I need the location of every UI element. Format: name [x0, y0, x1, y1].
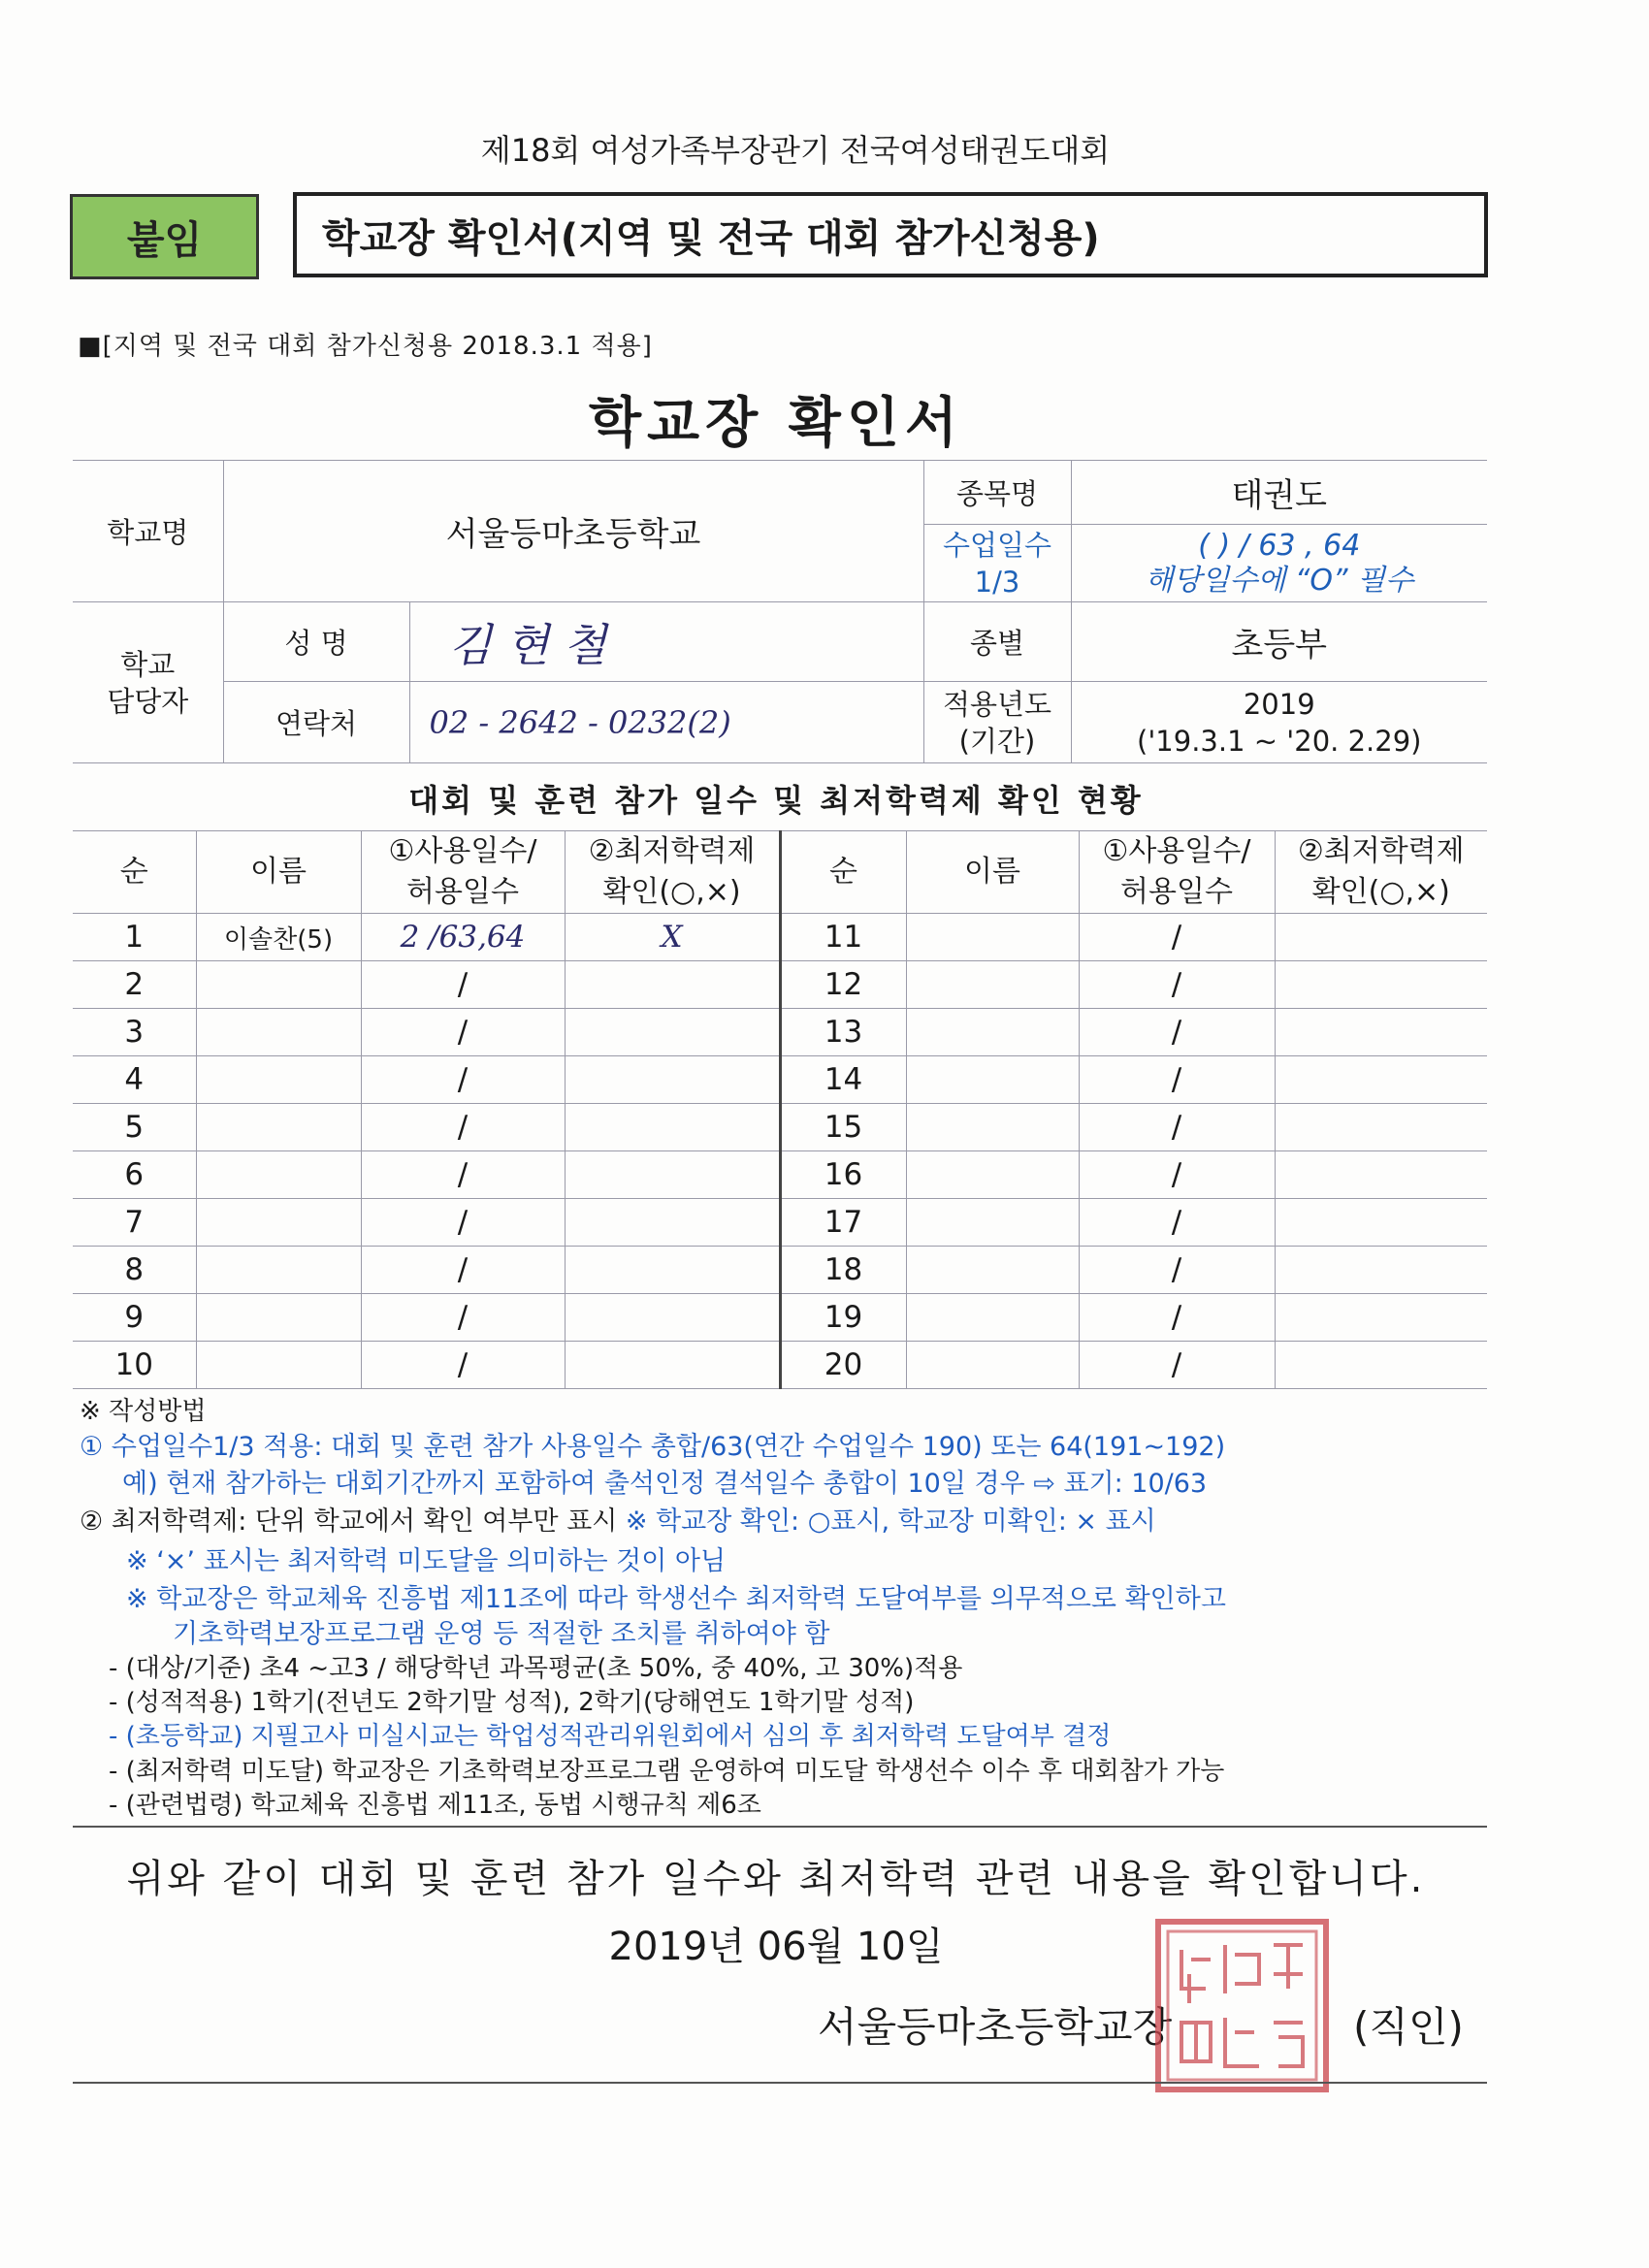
seal-label: (직인): [1353, 2003, 1464, 2051]
method-line-9: - (초등학교) 지필고사 미실시교는 학업성적관리위원회에서 심의 후 최저학력 도달여부 결정: [109, 1722, 1112, 1751]
row-days: /: [361, 1247, 565, 1294]
class-days-label-line2: 1/3: [974, 565, 1020, 599]
row-days-2: /: [1079, 1199, 1275, 1247]
row-no: 7: [73, 1199, 196, 1247]
row-no: 9: [73, 1294, 196, 1342]
row-check-2: [1275, 1056, 1487, 1104]
row-check: [565, 1056, 780, 1104]
row-check-2: [1275, 961, 1487, 1009]
table-row: [73, 961, 1487, 1009]
row-no: 5: [73, 1104, 196, 1151]
table-row: [73, 1199, 1487, 1247]
row-days-2: /: [1079, 1056, 1275, 1104]
notice-text: ■[지역 및 전국 대회 참가신청용 2018.3.1 적용]: [78, 332, 653, 361]
header-min: [565, 831, 780, 914]
row-days-2: /: [1079, 1342, 1275, 1389]
confirm-text: 위와 같이 대회 및 훈련 참가 일수와 최저학력 관련 내용을 확인합니다.: [126, 1857, 1426, 1901]
class-days-value: ( ) / 63 , 64: [1198, 528, 1361, 563]
row-name-2: [906, 1342, 1079, 1389]
class-days-value-cell: [1071, 525, 1487, 602]
header-title: 학교장 확인서(지역 및 전국 대회 참가신청용): [293, 192, 1488, 277]
row-name-2: [906, 1056, 1079, 1104]
row-check: [565, 1151, 780, 1199]
row-name-2: [906, 1009, 1079, 1056]
header-min-2: [1275, 831, 1487, 914]
row-no-2: 18: [780, 1247, 906, 1294]
row-check: [565, 1294, 780, 1342]
school-seal-stamp: [1152, 1916, 1332, 2095]
row-check: [565, 1104, 780, 1151]
participants-table: [73, 830, 1487, 1389]
row-check-2: [1275, 1199, 1487, 1247]
name-value: 김 현 철: [409, 602, 923, 682]
table-row: [73, 1104, 1487, 1151]
row-name: [196, 1294, 361, 1342]
contact-person-label: [73, 602, 223, 763]
name-label: 성 명: [223, 602, 409, 682]
applied-year-label-line1: 적용년도: [942, 687, 1052, 721]
method-line-3a: ② 최저학력제: 단위 학교에서 확인 여부만 표시: [80, 1507, 626, 1537]
row-no-2: 11: [780, 914, 906, 961]
row-name: [196, 1104, 361, 1151]
row-check: [565, 1247, 780, 1294]
table-row: [73, 1247, 1487, 1294]
row-name: [196, 1247, 361, 1294]
row-no: 1: [73, 914, 196, 961]
row-no: 3: [73, 1009, 196, 1056]
division-label: 종별: [923, 602, 1071, 682]
applied-year-value: 2019: [1243, 687, 1315, 721]
school-label: 학교명: [73, 461, 223, 602]
row-no: 6: [73, 1151, 196, 1199]
row-check-2: [1275, 1247, 1487, 1294]
table-row: [73, 1151, 1487, 1199]
phone-label: 연락처: [223, 682, 409, 763]
table-row: [73, 1294, 1487, 1342]
row-days: 2 /63,64: [361, 914, 565, 961]
applied-period: ('19.3.1 ~ '20. 2.29): [1137, 724, 1422, 758]
row-name-2: [906, 1294, 1079, 1342]
row-name: [196, 1009, 361, 1056]
row-no: 8: [73, 1247, 196, 1294]
table-row: [73, 1342, 1487, 1389]
row-days: /: [361, 1199, 565, 1247]
row-name-2: [906, 1104, 1079, 1151]
attachment-badge: 붙임: [70, 194, 259, 279]
method-line-4: ※ ‘×’ 표시는 최저학력 미도달을 의미하는 것이 아님: [126, 1546, 727, 1576]
header-no: 순: [73, 831, 196, 914]
row-check: [565, 1009, 780, 1056]
class-days-note: 해당일수에 “O” 필수: [1145, 563, 1414, 598]
confirm-date: 2019년 06월 10일: [608, 1925, 944, 1969]
row-days: /: [361, 1151, 565, 1199]
row-days: /: [361, 1342, 565, 1389]
header-min-line1: ②최저학력제: [588, 834, 756, 868]
class-days-label: [923, 525, 1071, 602]
row-name: [196, 1342, 361, 1389]
row-name-2: [906, 961, 1079, 1009]
row-no-2: 13: [780, 1009, 906, 1056]
row-check-2: [1275, 1342, 1487, 1389]
divider-top: [73, 1826, 1487, 1828]
row-check: [565, 1342, 780, 1389]
row-check-2: [1275, 1294, 1487, 1342]
table-row: [73, 1056, 1487, 1104]
class-days-label-line1: 수업일수: [942, 528, 1052, 562]
row-no: 4: [73, 1056, 196, 1104]
section-title: 대회 및 훈련 참가 일수 및 최저학력제 확인 현황: [408, 782, 1144, 819]
row-name-2: [906, 1247, 1079, 1294]
row-days-2: /: [1079, 914, 1275, 961]
division-value: 초등부: [1071, 602, 1487, 682]
divider-bottom: [73, 2082, 1487, 2084]
event-value: 태권도: [1071, 461, 1487, 525]
row-name-2: [906, 914, 1079, 961]
row-days-2: /: [1079, 1247, 1275, 1294]
contact-person-label-line1: 학교: [120, 647, 176, 681]
row-days: /: [361, 1104, 565, 1151]
row-name-2: [906, 1199, 1079, 1247]
header-days-2: [1079, 831, 1275, 914]
applied-year-label-line2: (기간): [958, 724, 1036, 758]
row-check: X: [565, 914, 780, 961]
row-no-2: 16: [780, 1151, 906, 1199]
method-line-3: [80, 1505, 1156, 1539]
method-title: ※ 작성방법: [80, 1397, 207, 1426]
row-name: [196, 961, 361, 1009]
row-days-2: /: [1079, 1294, 1275, 1342]
header-name: 이름: [196, 831, 361, 914]
header-no-2: 순: [780, 831, 906, 914]
row-days: /: [361, 961, 565, 1009]
applied-year-cell: [1071, 682, 1487, 763]
row-no-2: 14: [780, 1056, 906, 1104]
method-line-6: 기초학력보장프로그램 운영 등 적절한 조치를 취하여야 함: [173, 1619, 830, 1649]
row-check-2: [1275, 1151, 1487, 1199]
row-name: [196, 1151, 361, 1199]
header-days-line1: ①사용일수/: [388, 834, 537, 868]
row-no-2: 20: [780, 1342, 906, 1389]
applied-year-label: [923, 682, 1071, 763]
method-line-8: - (성적적용) 1학기(전년도 2학기말 성적), 2학기(당해연도 1학기말 성적): [109, 1688, 915, 1717]
row-no-2: 12: [780, 961, 906, 1009]
header-days-line2: 허용일수: [406, 875, 519, 909]
row-name: 이솔찬(5): [196, 914, 361, 961]
header-min-2-line2: 확인(○,×): [1311, 875, 1450, 909]
header-min-2-line1: ②최저학력제: [1297, 834, 1465, 868]
header-days-2-line2: 허용일수: [1120, 875, 1233, 909]
row-days-2: /: [1079, 1009, 1275, 1056]
table-row: [73, 1009, 1487, 1056]
row-name: [196, 1199, 361, 1247]
row-days: /: [361, 1009, 565, 1056]
document-title: 학교장 확인서: [588, 392, 964, 455]
principal-name: 서울등마초등학교장: [818, 2003, 1173, 2051]
contact-person-label-line2: 담당자: [107, 684, 189, 718]
school-value: 서울등마초등학교: [223, 461, 923, 602]
row-name: [196, 1056, 361, 1104]
table-header-row: [73, 831, 1487, 914]
event-title: 제18회 여성가족부장관기 전국여성태권도대회: [480, 132, 1111, 169]
phone-value: 02 - 2642 - 0232(2): [409, 682, 923, 763]
method-line-11: - (관련법령) 학교체육 진흥법 제11조, 동법 시행규칙 제6조: [109, 1791, 761, 1820]
method-line-3b: ※ 학교장 확인: ○표시, 학교장 미확인: × 표시: [625, 1507, 1156, 1537]
header-name-2: 이름: [906, 831, 1079, 914]
row-check: [565, 961, 780, 1009]
row-check-2: [1275, 1104, 1487, 1151]
row-days-2: /: [1079, 961, 1275, 1009]
method-line-2: 예) 현재 참가하는 대회기간까지 포함하여 출석인정 결석일수 총합이 10일 경우 ⇨ 표기: 10/63: [122, 1469, 1208, 1499]
method-line-1: ① 수업일수1/3 적용: 대회 및 훈련 참가 사용일수 총합/63(연간 수업일수 190) 또는 64(191~192): [80, 1432, 1226, 1462]
row-no-2: 17: [780, 1199, 906, 1247]
row-no-2: 19: [780, 1294, 906, 1342]
row-days-2: /: [1079, 1151, 1275, 1199]
method-line-10: - (최저학력 미도달) 학교장은 기초학력보장프로그램 운영하여 미도달 학생선수 이수 후 대회참가 가능: [109, 1757, 1225, 1786]
row-no: 10: [73, 1342, 196, 1389]
header-days: [361, 831, 565, 914]
method-line-7: - (대상/기준) 초4 ~고3 / 해당학년 과목평균(초 50%, 중 40%, 고 30%)적용: [109, 1654, 963, 1683]
table-row: [73, 914, 1487, 961]
row-check-2: [1275, 1009, 1487, 1056]
row-days: /: [361, 1294, 565, 1342]
row-no: 2: [73, 961, 196, 1009]
row-check-2: [1275, 914, 1487, 961]
row-days-2: /: [1079, 1104, 1275, 1151]
header-days-2-line1: ①사용일수/: [1102, 834, 1251, 868]
info-table: [73, 460, 1487, 763]
row-name-2: [906, 1151, 1079, 1199]
header-min-line2: 확인(○,×): [602, 875, 741, 909]
method-line-5: ※ 학교장은 학교체육 진흥법 제11조에 따라 학생선수 최저학력 도달여부를 의무적으로 확인하고: [126, 1584, 1226, 1614]
row-no-2: 15: [780, 1104, 906, 1151]
row-check: [565, 1199, 780, 1247]
row-days: /: [361, 1056, 565, 1104]
event-label: 종목명: [923, 461, 1071, 525]
